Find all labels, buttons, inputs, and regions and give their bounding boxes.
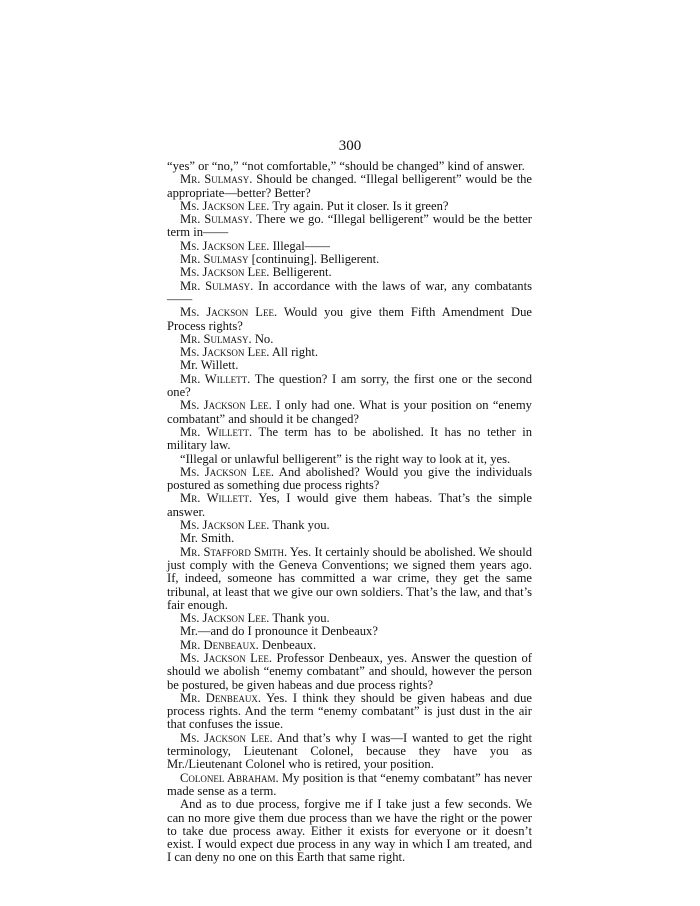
paragraph-text: Illegal—— — [272, 238, 330, 253]
speaker-label: Mr. Willett. — [180, 371, 251, 386]
speaker-label: Ms. Jackson Lee. — [180, 345, 270, 360]
paragraph-text: Yes, I would give them habeas. That’s the simple answer. — [167, 491, 533, 519]
transcript-paragraph — [167, 612, 532, 625]
paragraph-text: Denbeaux. — [261, 637, 317, 652]
paragraph-text: “yes” or “no,” “not comfortable,” “should be changed” kind of answer. — [167, 159, 525, 173]
paragraph-text: The question? I am sorry, the first one or the second one? — [167, 371, 532, 400]
speaker-label: Mr. Stafford Smith. — [180, 544, 288, 559]
speaker-label: Ms. Jackson Lee. — [180, 398, 272, 413]
transcript-paragraph — [167, 466, 532, 493]
transcript-paragraph — [167, 426, 532, 453]
transcript-paragraph — [167, 280, 532, 307]
transcript-paragraph — [167, 200, 532, 213]
paragraph-text: Thank you. — [272, 611, 330, 626]
paragraph-text: The term has to be abolished. It has no tether in military law. — [167, 424, 532, 453]
speaker-label: Mr. Sulmasy — [180, 252, 249, 267]
paragraph-text: I only had one. What is your position on “enemy combatant” and should it be changed? — [167, 398, 532, 426]
paragraph-text: Yes. It certainly should be abolished. We should just comply with the Geneva Conventions; we signed them years ago. If, indeed, someone has committed a war crime, they get the same tribunal, at least that we give our own soldiers. That’s the law, and that’s fair enough. — [167, 544, 532, 612]
transcript-paragraph — [167, 359, 532, 372]
transcript-paragraph — [167, 173, 532, 200]
transcript-paragraph — [167, 160, 532, 173]
transcript-paragraph — [167, 453, 532, 466]
speaker-label: Ms. Jackson Lee. — [180, 238, 270, 253]
speaker-label: Mr. Willett. — [180, 491, 253, 506]
transcript-paragraph — [167, 373, 532, 400]
transcript-body — [167, 160, 532, 865]
paragraph-text: There we go. “Illegal belligerent” would be the better term in—— — [167, 212, 532, 240]
transcript-paragraph — [167, 692, 532, 732]
transcript-paragraph — [167, 253, 532, 266]
speaker-label: Ms. Jackson Lee. — [180, 730, 273, 745]
paragraph-text: No. — [254, 331, 274, 346]
paragraph-text: Mr. Willett. — [180, 358, 239, 373]
transcript-paragraph — [167, 346, 532, 359]
paragraph-text: Try again. Put it closer. Is it green? — [272, 198, 449, 213]
transcript-paragraph — [167, 519, 532, 532]
transcript-paragraph — [167, 399, 532, 426]
paragraph-text: And abolished? Would you give the individuals postured as something due process rights? — [167, 464, 532, 493]
speaker-label: Ms. Jackson Lee. — [180, 305, 278, 320]
speaker-label: Colonel Abraham. — [180, 770, 279, 785]
speaker-label: Mr. Sulmasy. — [180, 172, 253, 187]
speaker-label: Ms. Jackson Lee. — [180, 464, 274, 479]
speaker-label: Ms. Jackson Lee. — [180, 611, 270, 626]
transcript-paragraph — [167, 306, 532, 333]
transcript-paragraph — [167, 266, 532, 279]
paragraph-text: My position is that “enemy combatant” has never made sense as a term. — [167, 770, 532, 798]
paragraph-text: Belligerent. — [272, 265, 332, 280]
speaker-label: Mr. Willett. — [180, 424, 253, 439]
paragraph-text: In accordance with the laws of war, any combatants—— — [167, 278, 532, 306]
transcript-paragraph — [167, 333, 532, 346]
speaker-label: Mr. Sulmasy. — [180, 212, 253, 227]
paragraph-text: Thank you. — [272, 518, 330, 533]
paragraph-text: Professor Denbeaux, yes. Answer the question of should we abolish “enemy combatant” and should, however the person be postured, be given habeas and due process rights? — [167, 650, 532, 692]
paragraph-text: And as to due process, forgive me if I take just a few seconds. We can no more give them due process than we have the right or the power to take due process away. Either it exists for everyone or it doesn’t exist. I would expect due process in any way in which I am treated, and I can deny no one on this Earth that same right. — [167, 797, 532, 865]
transcript-paragraph — [167, 240, 532, 253]
speaker-label: Ms. Jackson Lee. — [180, 198, 270, 213]
transcript-paragraph — [167, 639, 532, 652]
paragraph-text: Mr.—and do I pronounce it Denbeaux? — [180, 624, 378, 639]
paragraph-text: All right. — [271, 345, 319, 360]
speaker-label: Mr. Sulmasy. — [180, 278, 254, 293]
transcript-paragraph — [167, 652, 532, 692]
transcript-paragraph — [167, 798, 532, 864]
transcript-paragraph — [167, 492, 532, 519]
speaker-label: Ms. Jackson Lee. — [180, 650, 273, 665]
page-number: 300 — [338, 138, 362, 154]
speaker-label: Mr. Sulmasy. — [180, 331, 252, 346]
transcript-paragraph — [167, 732, 532, 772]
paragraph-text: And that’s why I was—I wanted to get the right terminology, Lieutenant Colonel, because they have you as Mr./Lieutenant Colonel who is retired, your position. — [167, 730, 532, 772]
paragraph-text: Should be changed. “Illegal belligerent” would be the appropriate—better? Better? — [167, 172, 532, 200]
paragraph-text: Yes. I think they should be given habeas and due process rights. And the term “enemy combatant” is just dust in the air that confuses the issue. — [167, 690, 532, 732]
transcript-paragraph — [167, 213, 532, 240]
transcript-paragraph — [167, 772, 532, 799]
paragraph-text: Mr. Smith. — [180, 531, 235, 546]
speaker-label: Mr. Denbeaux. — [180, 690, 261, 705]
transcript-paragraph — [167, 532, 532, 545]
transcript-paragraph — [167, 546, 532, 612]
transcript-paragraph — [167, 625, 532, 638]
paragraph-text: “Illegal or unlawful belligerent” is the right way to look at it, yes. — [180, 451, 511, 466]
paragraph-text: Would you give them Fifth Amendment Due Process rights? — [167, 305, 532, 333]
paragraph-text: [continuing]. Belligerent. — [251, 252, 380, 267]
speaker-label: Ms. Jackson Lee. — [180, 265, 270, 280]
speaker-label: Ms. Jackson Lee. — [180, 518, 270, 533]
speaker-label: Mr. Denbeaux. — [180, 637, 259, 652]
